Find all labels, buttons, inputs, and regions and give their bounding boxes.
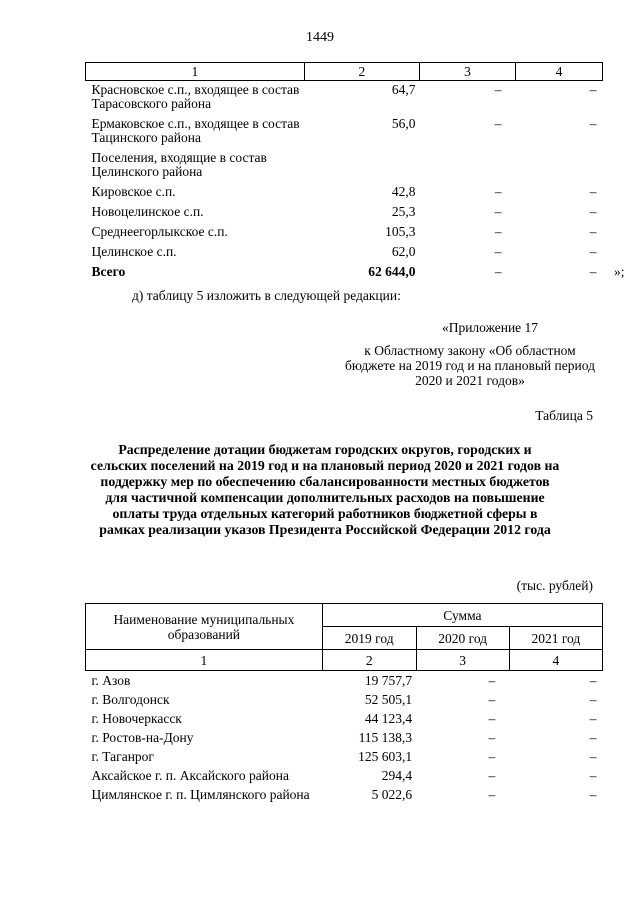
row-name: г. Волгодонск: [91, 692, 170, 707]
appendix-number: «Приложение 17: [441, 320, 539, 335]
row-value-2020: –: [488, 749, 496, 764]
row-name: Красновское с.п., входящее в состав Тарасовского района: [91, 82, 300, 111]
row-value-2020: –: [494, 204, 502, 219]
row-value-2019: 294,4: [381, 768, 413, 783]
column-number: 3: [416, 650, 509, 671]
row-value-2020: –: [488, 673, 496, 688]
amendment-paragraph: д) таблицу 5 изложить в следующей редакции:: [132, 288, 401, 303]
table-continuation: [85, 62, 625, 283]
row-value-2019: 52 505,1: [364, 692, 413, 707]
row-value-2019: 5 022,6: [371, 787, 413, 802]
table-label: Таблица 5: [535, 408, 593, 423]
row-value-2019: 44 123,4: [364, 711, 413, 726]
row-value-2019: 42,8: [391, 184, 416, 199]
row-value-2020: –: [488, 711, 496, 726]
column-number: 2: [304, 63, 419, 81]
table-row: [86, 671, 603, 691]
row-value-2021: –: [589, 787, 597, 802]
row-value-2021: –: [589, 768, 597, 783]
column-number-row: [86, 650, 603, 671]
row-value-2020: –: [488, 692, 496, 707]
units-label: (тыс. рублей): [516, 578, 593, 593]
row-name: Поселения, входящие в состав Целинского района: [91, 150, 267, 179]
row-name: г. Таганрог: [91, 749, 154, 764]
table-row: [86, 766, 603, 785]
row-value-2021: –: [589, 224, 597, 239]
row-value-2021: –: [589, 673, 597, 688]
row-name: Среднеегорлыкское с.п.: [91, 224, 228, 239]
column-number: 4: [509, 650, 602, 671]
row-name: Цимлянское г. п. Цимлянского района: [91, 787, 310, 802]
table-row: [86, 183, 603, 203]
column-number: 4: [515, 63, 602, 81]
column-number: 1: [86, 63, 305, 81]
row-name: г. Ростов-на-Дону: [91, 730, 194, 745]
column-number: 3: [420, 63, 516, 81]
row-name: Кировское с.п.: [91, 184, 176, 199]
table-row: [86, 690, 603, 709]
total-value-2021: [515, 263, 625, 283]
row-name: Аксайское г. п. Аксайского района: [91, 768, 289, 783]
column-number-row: [86, 63, 603, 81]
table-row: [86, 747, 603, 766]
table-row: [86, 243, 603, 263]
row-value-2021: –: [589, 692, 597, 707]
total-value-2019: 62 644,0: [368, 264, 416, 279]
column-number: 2: [322, 650, 416, 671]
row-value-2021: –: [589, 749, 597, 764]
row-value-2020: –: [494, 244, 502, 259]
header-sum: Сумма: [322, 604, 602, 627]
row-value-2019: 125 603,1: [358, 749, 413, 764]
table-row: [86, 223, 603, 243]
row-value-2020: –: [488, 787, 496, 802]
header-year: 2021 год: [509, 627, 602, 650]
row-value-2021: –: [589, 204, 597, 219]
table-row: [86, 203, 603, 223]
row-value-2021: –: [589, 244, 597, 259]
table-row: [86, 149, 603, 183]
row-value-2020: –: [494, 116, 502, 131]
table-5: [85, 603, 603, 804]
table-title: Распределение дотации бюджетам городских округов, городских и сельских поселений на 2019 год и на плановый период 2020 и 2021 годов на поддержку мер по обеспечению сбалансированности местных бюджетов для частичной компенсации дополнительных расходов на повышение оплаты труда отдельных категорий работников бюджетной сферы в рамках реализации указов Президента Российской Федерации 2012 года: [90, 442, 560, 537]
row-value-2019: 115 138,3: [358, 730, 413, 745]
table-row: [86, 709, 603, 728]
header-name: Наименование муниципальных образований: [86, 604, 323, 650]
page-number: 1449: [306, 30, 334, 45]
row-value-2020: –: [494, 184, 502, 199]
row-value-2021: –: [589, 116, 597, 131]
row-value-2021: [515, 149, 602, 183]
table-row: [86, 81, 603, 116]
row-value-2019: 62,0: [391, 244, 416, 259]
row-value-2020: –: [494, 82, 502, 97]
row-value-2021: –: [589, 184, 597, 199]
row-value-2020: [420, 149, 516, 183]
row-value-2020: –: [488, 730, 496, 745]
row-value-2019: 64,7: [391, 82, 416, 97]
row-value-2019: 19 757,7: [364, 673, 413, 688]
row-name: Ермаковское с.п., входящее в состав Тацинского района: [91, 116, 300, 145]
row-value-2021: –: [589, 82, 597, 97]
row-value-2019: 25,3: [391, 204, 416, 219]
total-value-2021-text: –: [589, 264, 597, 279]
header-year: 2020 год: [416, 627, 509, 650]
column-number: 1: [86, 650, 323, 671]
table-row: [86, 785, 603, 804]
total-value-2020: –: [494, 264, 502, 279]
row-value-2019: 56,0: [391, 116, 416, 131]
row-value-2019: [304, 149, 419, 183]
row-name: Целинское с.п.: [91, 244, 177, 259]
row-name: г. Новочеркасск: [91, 711, 182, 726]
total-row: [86, 263, 603, 283]
row-value-2021: –: [589, 711, 597, 726]
table-row: [86, 728, 603, 747]
closing-quote: »;: [613, 264, 625, 279]
row-name: г. Азов: [91, 673, 131, 688]
header-row: [86, 604, 603, 627]
table-row: [86, 115, 603, 149]
row-value-2021: –: [589, 730, 597, 745]
row-name: Новоцелинское с.п.: [91, 204, 204, 219]
row-value-2019: 105,3: [385, 224, 416, 239]
row-value-2020: –: [494, 224, 502, 239]
total-label: Всего: [91, 264, 126, 279]
appendix-block: [340, 320, 600, 388]
appendix-reference: к Областному закону «Об областном бюджете на 2019 год и на плановый период 2020 и 2021 годов»: [345, 343, 595, 388]
row-value-2020: –: [488, 768, 496, 783]
header-year: 2019 год: [322, 627, 416, 650]
